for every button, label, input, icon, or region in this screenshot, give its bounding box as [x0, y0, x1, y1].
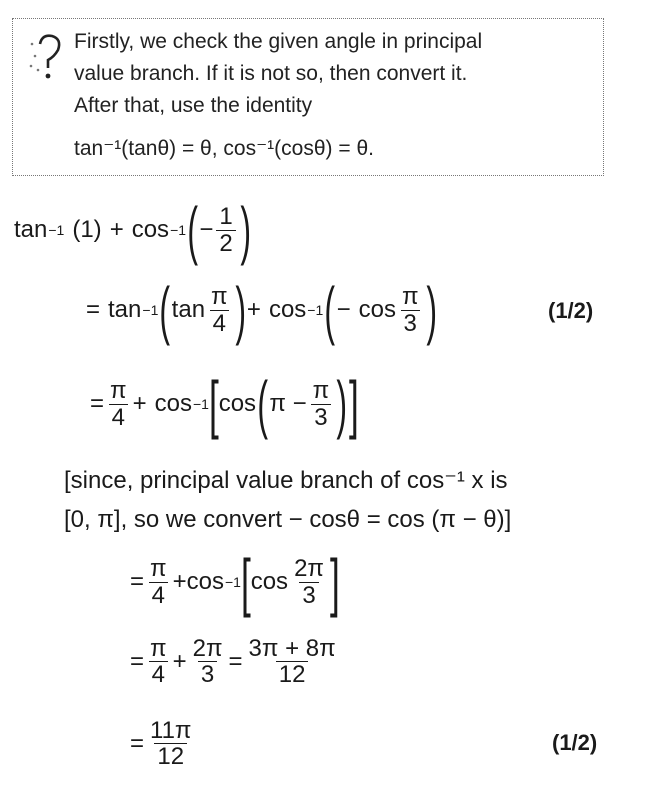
thinking-question-icon [26, 30, 66, 82]
fraction: $\frac{2\pi}{3}$ [192, 635, 223, 689]
mark-label: (1/2) [548, 298, 594, 323]
equation-line-5: = $\frac{\pi}{4}$ + $\frac{2\pi}{3}$ = $\frac{3\pi + 8\pi}{12}$ [130, 636, 342, 687]
mark-label: (1/2) [552, 730, 598, 755]
fraction: $\frac{1}{2}$ [216, 204, 235, 255]
fraction: $\frac{3\pi + 8\pi}{12}$ [248, 635, 336, 689]
fraction: $\frac{\pi}{4}$ [150, 555, 167, 609]
note-line-1: [since, principal value branch of cos⁻¹ x is [64, 467, 508, 494]
equation-line-3: = $\frac{\pi}{4}$ + cos −1 [ cos ( π − $\frac{\pi}{3}$ ) ] [90, 368, 359, 440]
equation-line-6: = $\frac{11\pi}{12}$ [130, 718, 198, 769]
equation-line-4: = $\frac{\pi}{4}$ + cos −1 [ cos $\frac{2\pi}{3}$ ] [130, 546, 340, 618]
hint-identity: tan⁻¹(tanθ) = θ, cos⁻¹(cosθ) = θ. [74, 137, 374, 160]
note-line-2: [0, π], so we convert − cosθ = cos (π − θ)] [64, 506, 512, 533]
fraction: $\frac{\pi}{4}$ [150, 635, 167, 689]
fraction: $\frac{11\pi}{12}$ [150, 717, 192, 771]
fraction: $\frac{\pi}{4}$ [211, 283, 228, 337]
hint-line-2: value branch. If it is not so, then convert it. [74, 62, 468, 85]
fraction: $\frac{\pi}{4}$ [110, 377, 127, 431]
fraction: $\frac{\pi}{3}$ [312, 377, 330, 431]
equation-line-1: tan −1 (1) + cos −1 ( − $\frac{1}{2}$ ) [14, 194, 251, 266]
equation-line-2: = tan −1 ( tan $\frac{\pi}{4}$ ) + cos −1 ( − cos $\frac{\pi}{3}$ ) [86, 274, 437, 346]
hint-line-3: After that, use the identity [74, 94, 313, 117]
hint-line-1: Firstly, we check the given angle in principal [74, 30, 483, 53]
fraction: $\frac{2\pi}{3}$ [294, 555, 324, 609]
fraction: $\frac{\pi}{3}$ [401, 283, 419, 337]
